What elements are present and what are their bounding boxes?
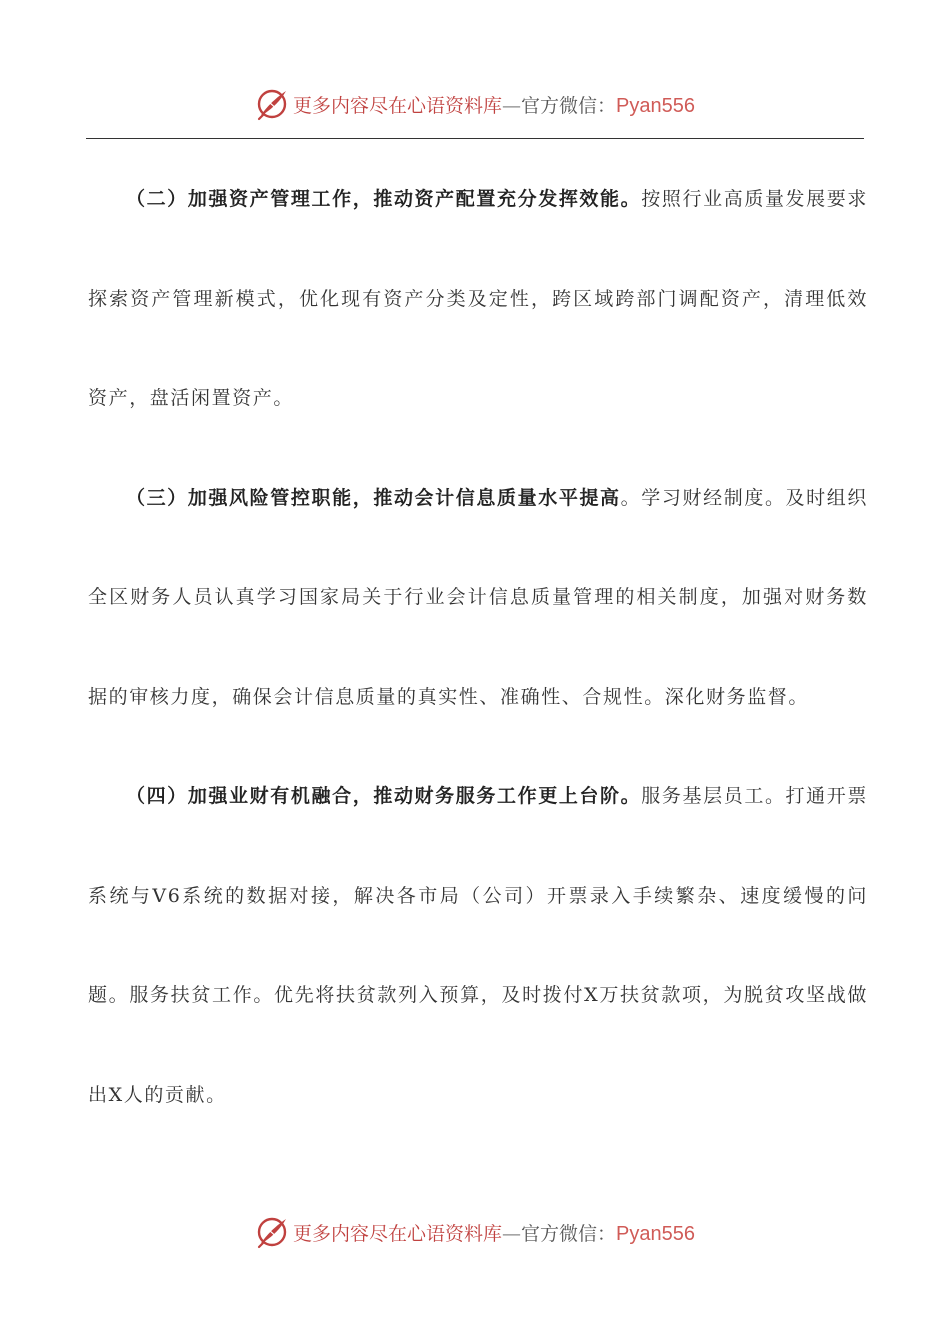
paragraph-body: 服务基层员工。打通开票系统与V6系统的数据对接，解决各市局（公司）开票录入手续繁杂、速度缓慢的问题。服务扶贫工作。优先将扶贫款列入预算，及时拨付X万扶贫款项，为脱贫攻坚战做出X人的贡献。 bbox=[88, 785, 868, 1106]
banner-dash: — bbox=[502, 1222, 522, 1245]
paragraph-heading: （二）加强资产管理工作，推动资产配置充分发挥效能。 bbox=[126, 188, 642, 210]
paragraph-body: 。学习财经制度。及时组织全区财务人员认真学习国家局关于行业会计信息质量管理的相关制度，加强对财务数据的审核力度，确保会计信息质量的真实性、准确性、合规性。深化财务监督。 bbox=[88, 486, 868, 708]
banner-text-wechat-label: 官方微信： bbox=[521, 94, 617, 117]
paragraph-asset-management bbox=[88, 150, 868, 449]
paragraph-heading: （三）加强风险管控职能，推动会计信息质量水平提高 bbox=[126, 486, 621, 509]
header-banner bbox=[0, 84, 950, 124]
footer-banner bbox=[0, 1212, 950, 1252]
banner-wechat-id: Pyan556 bbox=[616, 1222, 695, 1245]
quill-logo-icon bbox=[255, 1215, 289, 1249]
banner-wechat-id: Pyan556 bbox=[616, 94, 695, 117]
paragraph-heading: （四）加强业财有机融合，推动财务服务工作更上台阶。 bbox=[126, 785, 642, 807]
document-body bbox=[88, 150, 868, 1145]
paragraph-risk-control bbox=[88, 449, 868, 748]
banner-text bbox=[293, 1219, 695, 1246]
quill-logo-icon bbox=[255, 87, 289, 121]
paragraph-business-finance bbox=[88, 747, 868, 1145]
banner-text bbox=[293, 91, 695, 118]
paragraph-body: 按照行业高质量发展要求探索资产管理新模式，优化现有资产分类及定性，跨区域跨部门调配资产，清理低效资产，盘活闲置资产。 bbox=[88, 188, 868, 409]
banner-text-wechat-label: 官方微信： bbox=[521, 1222, 617, 1245]
header-rule bbox=[86, 138, 864, 139]
banner-text-main: 更多内容尽在心语资料库 bbox=[293, 94, 503, 117]
banner-dash: — bbox=[502, 94, 522, 117]
banner-text-main: 更多内容尽在心语资料库 bbox=[293, 1222, 503, 1245]
